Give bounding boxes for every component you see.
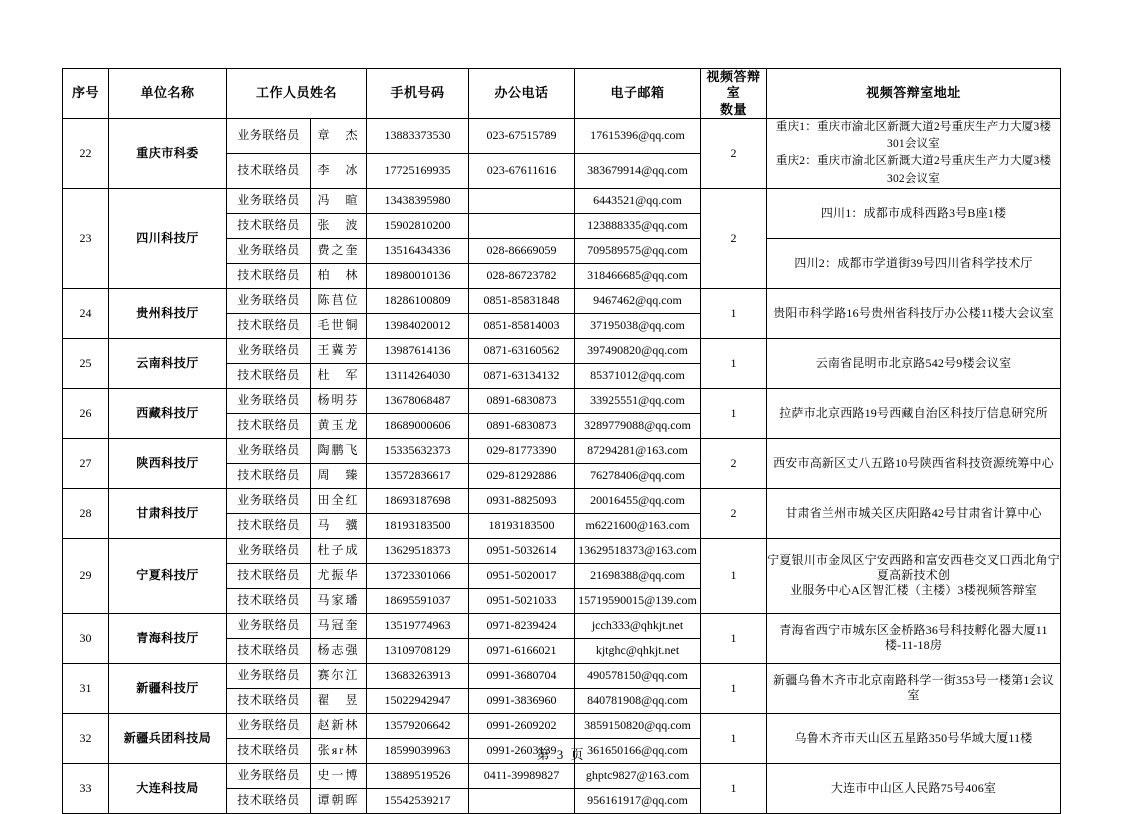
cell-mobile: 13889519526 [367, 763, 469, 788]
cell-person: 赵新林 [311, 713, 367, 738]
cell-email: 37195038@qq.com [575, 313, 701, 338]
cell-office: 0991-3836960 [469, 688, 575, 713]
cell-mobile: 15022942947 [367, 688, 469, 713]
cell-role: 业务联络员 [227, 488, 311, 513]
table-row [63, 663, 1061, 688]
cell-person: 周 臻 [311, 463, 367, 488]
col-header-office-phone: 办公电话 [469, 69, 575, 119]
cell-person: 马冠奎 [311, 613, 367, 638]
cell-room-count: 1 [701, 663, 767, 713]
cell-office: 0971-6166021 [469, 638, 575, 663]
cell-org: 四川科技厅 [109, 188, 227, 288]
cell-room-address: 拉萨市北京西路19号西藏自治区科技厅信息研究所 [767, 388, 1061, 438]
cell-email: 709589575@qq.com [575, 238, 701, 263]
cell-mobile: 18286100809 [367, 288, 469, 313]
cell-email: 6443521@qq.com [575, 188, 701, 213]
cell-role: 技术联络员 [227, 363, 311, 388]
cell-email: 361650166@qq.com [575, 738, 701, 763]
col-header-mobile: 手机号码 [367, 69, 469, 119]
cell-room-address [767, 538, 1061, 613]
cell-role: 技术联络员 [227, 513, 311, 538]
cell-mobile: 13516434336 [367, 238, 469, 263]
cell-person: 冯 暄 [311, 188, 367, 213]
cell-email: 33925551@qq.com [575, 388, 701, 413]
cell-mobile: 13438395980 [367, 188, 469, 213]
cell-room-count: 2 [701, 438, 767, 488]
table-row [63, 288, 1061, 313]
cell-room-address: 西安市高新区丈八五路10号陕西省科技资源统筹中心 [767, 438, 1061, 488]
cell-person: 黄玉龙 [311, 413, 367, 438]
cell-mobile: 13683263913 [367, 663, 469, 688]
cell-office: 0991-3680704 [469, 663, 575, 688]
cell-org: 重庆市科委 [109, 118, 227, 188]
cell-office: 0991-2609202 [469, 713, 575, 738]
cell-email: m6221600@163.com [575, 513, 701, 538]
cell-seq: 31 [63, 663, 109, 713]
cell-email: 17615396@qq.com [575, 118, 701, 153]
cell-room-address [767, 118, 1061, 188]
address-line: 重庆1：重庆市渝北区新溉大道2号重庆生产力大厦3楼301会议室 [775, 120, 1052, 150]
cell-email: 9467462@qq.com [575, 288, 701, 313]
cell-office: 023-67611616 [469, 153, 575, 188]
cell-email: 13629518373@163.com [575, 538, 701, 563]
cell-office: 0871-63134132 [469, 363, 575, 388]
cell-room-address: 乌鲁木齐市天山区五星路350号华域大厦11楼 [767, 713, 1061, 763]
cell-mobile: 18693187698 [367, 488, 469, 513]
cell-room-count: 1 [701, 763, 767, 813]
cell-seq: 24 [63, 288, 109, 338]
cell-person: 张яr林 [311, 738, 367, 763]
cell-office: 028-86723782 [469, 263, 575, 288]
cell-email: jcch333@qhkjt.net [575, 613, 701, 638]
cell-person: 尤振华 [311, 563, 367, 588]
cell-org: 青海科技厅 [109, 613, 227, 663]
table-row [63, 713, 1061, 738]
cell-mobile: 13109708129 [367, 638, 469, 663]
cell-email: 318466685@qq.com [575, 263, 701, 288]
cell-role: 技术联络员 [227, 738, 311, 763]
cell-seq: 22 [63, 118, 109, 188]
cell-email: 397490820@qq.com [575, 338, 701, 363]
cell-room-count: 1 [701, 538, 767, 613]
table-row [63, 488, 1061, 513]
cell-seq: 30 [63, 613, 109, 663]
cell-mobile: 18599039963 [367, 738, 469, 763]
cell-role: 技术联络员 [227, 788, 311, 813]
cell-room-address: 贵阳市科学路16号贵州省科技厅办公楼11楼大会议室 [767, 288, 1061, 338]
cell-office: 0991-2603139 [469, 738, 575, 763]
cell-email: 76278406@qq.com [575, 463, 701, 488]
cell-email: 490578150@qq.com [575, 663, 701, 688]
cell-room-address: 甘肃省兰州市城关区庆阳路42号甘肃省计算中心 [767, 488, 1061, 538]
table-row [63, 613, 1061, 638]
cell-org: 大连科技局 [109, 763, 227, 813]
cell-mobile: 13629518373 [367, 538, 469, 563]
col-header-seq: 序号 [63, 69, 109, 119]
col-header-staff-name: 工作人员姓名 [227, 69, 367, 119]
cell-org: 甘肃科技厅 [109, 488, 227, 538]
table-row [63, 763, 1061, 788]
cell-room-count: 1 [701, 713, 767, 763]
address-line: 宁夏银川市金凤区宁安西路和富安西巷交叉口西北角宁夏高新技术创 [767, 553, 1060, 583]
cell-person: 马 骥 [311, 513, 367, 538]
cell-person: 杜 军 [311, 363, 367, 388]
cell-email: 956161917@qq.com [575, 788, 701, 813]
cell-person: 史一博 [311, 763, 367, 788]
col-header-email: 电子邮箱 [575, 69, 701, 119]
cell-org: 云南科技厅 [109, 338, 227, 388]
cell-office: 0411-39989827 [469, 763, 575, 788]
cell-seq: 25 [63, 338, 109, 388]
cell-person: 谭朝晖 [311, 788, 367, 813]
cell-email: 21698388@qq.com [575, 563, 701, 588]
cell-mobile: 15902810200 [367, 213, 469, 238]
cell-seq: 23 [63, 188, 109, 288]
cell-room-address: 四川1：成都市成科西路3号B座1楼 [767, 188, 1061, 238]
cell-role: 业务联络员 [227, 118, 311, 153]
cell-role: 业务联络员 [227, 613, 311, 638]
cell-mobile: 13723301066 [367, 563, 469, 588]
table-row [63, 538, 1061, 563]
cell-org: 新疆兵团科技局 [109, 713, 227, 763]
cell-office: 0851-85814003 [469, 313, 575, 338]
cell-office [469, 188, 575, 213]
cell-mobile: 13572836617 [367, 463, 469, 488]
cell-role: 技术联络员 [227, 313, 311, 338]
col-header-org: 单位名称 [109, 69, 227, 119]
cell-mobile: 13519774963 [367, 613, 469, 638]
cell-mobile: 13678068487 [367, 388, 469, 413]
contacts-table-wrapper [62, 68, 1060, 814]
col-header-room-count-line2: 数量 [720, 101, 748, 117]
cell-mobile: 13114264030 [367, 363, 469, 388]
col-header-room-count [701, 69, 767, 119]
cell-email: 85371012@qq.com [575, 363, 701, 388]
cell-seq: 29 [63, 538, 109, 613]
cell-email: kjtghc@qhkjt.net [575, 638, 701, 663]
cell-room-count: 1 [701, 338, 767, 388]
address-line: 业服务中心A区智汇楼（主楼）3楼视频答辩室 [790, 583, 1037, 598]
cell-person: 赛尔江 [311, 663, 367, 688]
cell-email: ghptc9827@163.com [575, 763, 701, 788]
cell-role: 技术联络员 [227, 153, 311, 188]
cell-role: 业务联络员 [227, 763, 311, 788]
cell-room-count: 1 [701, 388, 767, 438]
cell-office: 0971-8239424 [469, 613, 575, 638]
cell-room-address: 云南省昆明市北京路542号9楼会议室 [767, 338, 1061, 388]
cell-email: 20016455@qq.com [575, 488, 701, 513]
table-row [63, 188, 1061, 213]
cell-person: 张 波 [311, 213, 367, 238]
cell-role: 技术联络员 [227, 263, 311, 288]
cell-mobile: 18980010136 [367, 263, 469, 288]
cell-office: 0951-5032614 [469, 538, 575, 563]
cell-email: 87294281@163.com [575, 438, 701, 463]
cell-office: 023-67515789 [469, 118, 575, 153]
table-row [63, 388, 1061, 413]
cell-mobile: 15542539217 [367, 788, 469, 813]
cell-email: 3859150820@qq.com [575, 713, 701, 738]
cell-mobile: 13579206642 [367, 713, 469, 738]
cell-person: 王冀芳 [311, 338, 367, 363]
cell-office: 0871-63160562 [469, 338, 575, 363]
address-line: 重庆2：重庆市渝北区新溉大道2号重庆生产力大厦3楼302会议室 [775, 155, 1052, 185]
cell-person: 柏 林 [311, 263, 367, 288]
cell-role: 技术联络员 [227, 213, 311, 238]
cell-office [469, 788, 575, 813]
cell-room-address: 四川2：成都市学道街39号四川省科学技术厅 [767, 238, 1061, 288]
cell-office: 029-81292886 [469, 463, 575, 488]
page-footer: 第 3 页 [536, 747, 586, 762]
cell-room-count: 2 [701, 188, 767, 288]
cell-office: 028-86669059 [469, 238, 575, 263]
table-header-row [63, 69, 1061, 119]
cell-email: 123888335@qq.com [575, 213, 701, 238]
table-row [63, 338, 1061, 363]
cell-seq: 28 [63, 488, 109, 538]
cell-room-count: 2 [701, 488, 767, 538]
cell-office: 0951-5021033 [469, 588, 575, 613]
cell-role: 技术联络员 [227, 563, 311, 588]
cell-person: 费之奎 [311, 238, 367, 263]
cell-role: 业务联络员 [227, 713, 311, 738]
cell-role: 技术联络员 [227, 638, 311, 663]
cell-person: 章 杰 [311, 118, 367, 153]
cell-office: 0951-5020017 [469, 563, 575, 588]
cell-person: 马家璠 [311, 588, 367, 613]
cell-person: 毛世铜 [311, 313, 367, 338]
cell-email: 840781908@qq.com [575, 688, 701, 713]
cell-room-address: 青海省西宁市城东区金桥路36号科技孵化器大厦11楼-11-18房 [767, 613, 1061, 663]
cell-role: 技术联络员 [227, 688, 311, 713]
cell-room-address: 新疆乌鲁木齐市北京南路科学一街353号一楼第1会议室 [767, 663, 1061, 713]
cell-role: 业务联络员 [227, 388, 311, 413]
contacts-table [62, 68, 1061, 814]
cell-org: 新疆科技厅 [109, 663, 227, 713]
cell-email: 15719590015@139.com [575, 588, 701, 613]
cell-mobile: 15335632373 [367, 438, 469, 463]
col-header-room-count-line1: 视频答辩室 [706, 69, 761, 101]
cell-role: 技术联络员 [227, 463, 311, 488]
cell-office: 18193183500 [469, 513, 575, 538]
cell-org: 陕西科技厅 [109, 438, 227, 488]
cell-room-count: 1 [701, 288, 767, 338]
cell-room-count: 2 [701, 118, 767, 188]
cell-person: 杨志强 [311, 638, 367, 663]
cell-mobile: 13883373530 [367, 118, 469, 153]
table-row [63, 118, 1061, 153]
cell-role: 业务联络员 [227, 438, 311, 463]
cell-mobile: 17725169935 [367, 153, 469, 188]
cell-role: 技术联络员 [227, 413, 311, 438]
cell-person: 翟 昱 [311, 688, 367, 713]
cell-office [469, 213, 575, 238]
cell-org: 贵州科技厅 [109, 288, 227, 338]
cell-role: 业务联络员 [227, 338, 311, 363]
cell-seq: 27 [63, 438, 109, 488]
cell-role: 业务联络员 [227, 188, 311, 213]
cell-person: 李 冰 [311, 153, 367, 188]
cell-office: 0891-6830873 [469, 388, 575, 413]
cell-seq: 32 [63, 713, 109, 763]
cell-office: 0931-8825093 [469, 488, 575, 513]
cell-seq: 33 [63, 763, 109, 813]
cell-mobile: 18193183500 [367, 513, 469, 538]
cell-role: 业务联络员 [227, 288, 311, 313]
cell-mobile: 18689000606 [367, 413, 469, 438]
cell-seq: 26 [63, 388, 109, 438]
cell-office: 0851-85831848 [469, 288, 575, 313]
cell-role: 业务联络员 [227, 663, 311, 688]
cell-room-count: 1 [701, 613, 767, 663]
cell-role: 业务联络员 [227, 238, 311, 263]
cell-person: 杨明芬 [311, 388, 367, 413]
cell-office: 029-81773390 [469, 438, 575, 463]
cell-email: 383679914@qq.com [575, 153, 701, 188]
table-row [63, 438, 1061, 463]
cell-office: 0891-6830873 [469, 413, 575, 438]
cell-mobile: 18695591037 [367, 588, 469, 613]
cell-org: 宁夏科技厅 [109, 538, 227, 613]
cell-mobile: 13984020012 [367, 313, 469, 338]
cell-role: 技术联络员 [227, 588, 311, 613]
cell-person: 杜子成 [311, 538, 367, 563]
cell-person: 陶鹏飞 [311, 438, 367, 463]
cell-email: 3289779088@qq.com [575, 413, 701, 438]
cell-person: 陈苢位 [311, 288, 367, 313]
col-header-room-address: 视频答辩室地址 [767, 69, 1061, 119]
cell-person: 田全红 [311, 488, 367, 513]
cell-org: 西藏科技厅 [109, 388, 227, 438]
cell-room-address: 大连市中山区人民路75号406室 [767, 763, 1061, 813]
cell-mobile: 13987614136 [367, 338, 469, 363]
cell-role: 业务联络员 [227, 538, 311, 563]
